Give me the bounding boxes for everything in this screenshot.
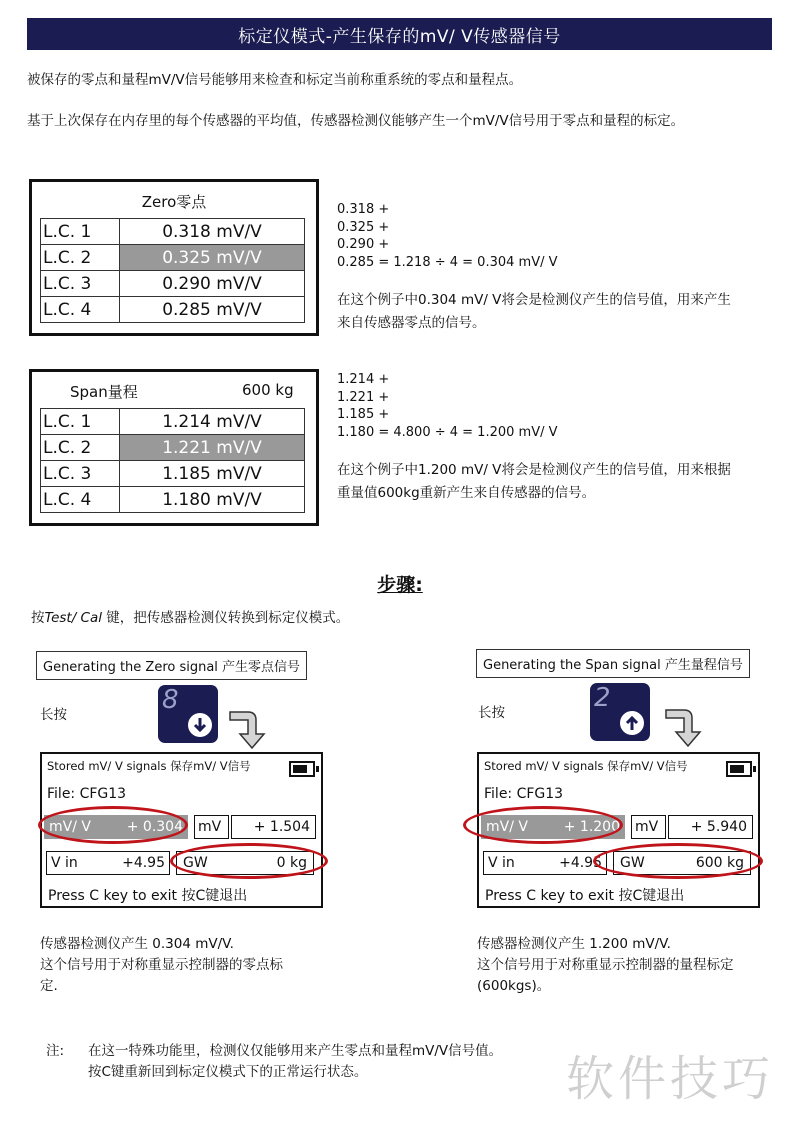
zero-signal-label: Generating the Zero signal 产生零点信号 — [36, 651, 307, 680]
zero-calc-line: 0.285 = 1.218 ÷ 4 = 0.304 mV/ V — [337, 254, 558, 270]
highlight-ellipse — [593, 843, 763, 879]
span-calc — [337, 371, 558, 441]
test-cal-key-label: Test/ Cal — [44, 610, 103, 626]
lc-label: L.C. 3 — [41, 271, 120, 297]
mvv-label: mV/ V — [49, 819, 91, 835]
table-row — [41, 409, 305, 435]
caption-line: 这个信号用于对称重显示控制器的零点标 — [40, 957, 283, 973]
lc-value: 0.318 mV/V — [120, 219, 305, 245]
lc-value: 1.185 mV/V — [120, 461, 305, 487]
arrow-up-icon — [620, 711, 644, 735]
span-caption — [477, 934, 734, 997]
gw-label: GW — [183, 855, 208, 871]
screen-title: Stored mV/ V signals 保存mV/ V信号 — [484, 759, 688, 773]
curved-arrow-icon — [228, 708, 270, 750]
table-row — [41, 461, 305, 487]
zero-calc-line: 0.325 + — [337, 219, 390, 235]
lc-value: 0.325 mV/V — [120, 245, 305, 271]
table-row — [41, 271, 305, 297]
mv-label: mV — [194, 815, 229, 839]
span-box-weight: 600 kg — [242, 381, 294, 399]
key-8-button[interactable] — [158, 685, 218, 743]
curved-arrow-icon — [664, 706, 706, 748]
zero-box — [29, 179, 319, 336]
mv-value: + 5.940 — [668, 815, 753, 839]
key-2-button[interactable] — [590, 683, 650, 741]
table-row — [41, 435, 305, 461]
watermark: 软件技巧 — [566, 1051, 775, 1107]
caption-line: 传感器检测仪产生 1.200 mV/V. — [477, 936, 671, 952]
caption-line: 传感器检测仪产生 0.304 mV/V. — [40, 936, 234, 952]
zero-box-title: Zero零点 — [141, 193, 207, 211]
highlight-ellipse — [463, 806, 623, 844]
zero-desc-2: 来自传感器零点的信号。 — [337, 315, 486, 331]
mvv-label: mV/ V — [486, 819, 528, 835]
lc-label: L.C. 2 — [41, 245, 120, 271]
caption-line: (600kgs)。 — [477, 978, 551, 994]
zero-table — [40, 218, 305, 323]
instruction-suffix: 键，把传感器检测仪转换到标定仪模式。 — [102, 610, 350, 626]
screen-file: File: CFG13 — [484, 786, 564, 802]
vin-readout — [46, 851, 170, 875]
long-press-label: 长按 — [40, 707, 67, 723]
battery-icon — [726, 761, 752, 777]
lc-label: L.C. 4 — [41, 297, 120, 323]
span-box — [29, 369, 319, 526]
key-number: 2 — [594, 683, 611, 713]
span-signal-label: Generating the Span signal 产生量程信号 — [476, 649, 750, 678]
instruction-prefix: 按 — [31, 610, 45, 626]
span-calc-line: 1.221 + — [337, 389, 390, 405]
table-row — [41, 219, 305, 245]
gw-value: 600 kg — [695, 855, 744, 871]
vin-label: V in — [51, 855, 78, 871]
lc-label: L.C. 1 — [41, 409, 120, 435]
table-row — [41, 487, 305, 513]
intro-line-2: 基于上次保存在内存里的每个传感器的平均值，传感器检测仪能够产生一个mV/V信号用于零点和量程的标定。 — [27, 113, 685, 129]
lc-label: L.C. 4 — [41, 487, 120, 513]
lc-value: 0.285 mV/V — [120, 297, 305, 323]
vin-readout — [483, 851, 607, 875]
note-line-2: 按C键重新回到标定仪模式下的正常运行状态。 — [88, 1064, 368, 1080]
gw-value: 0 kg — [276, 855, 307, 871]
page-title: 标定仪模式-产生保存的mV/ V传感器信号 — [238, 26, 561, 47]
intro-line-1: 被保存的零点和量程mV/V信号能够用来检查和标定当前称重系统的零点和量程点。 — [27, 72, 523, 88]
lc-label: L.C. 1 — [41, 219, 120, 245]
span-box-title: Span量程 — [70, 383, 138, 401]
span-calc-line: 1.214 + — [337, 372, 390, 387]
screen-file: File: CFG13 — [47, 786, 127, 802]
lc-value: 0.290 mV/V — [120, 271, 305, 297]
zero-calc-line: 0.318 + — [337, 202, 390, 217]
lc-label: L.C. 2 — [41, 435, 120, 461]
arrow-down-icon — [188, 713, 212, 737]
lc-value: 1.180 mV/V — [120, 487, 305, 513]
span-calc-line: 1.180 = 4.800 ÷ 4 = 1.200 mV/ V — [337, 424, 558, 440]
vin-value: +4.95 — [559, 855, 602, 871]
lc-label: L.C. 3 — [41, 461, 120, 487]
span-desc-1: 在这个例子中1.200 mV/ V将会是检测仪产生的信号值，用来根据 — [337, 462, 731, 478]
note-label: 注: — [46, 1043, 65, 1059]
mvv-value: + 0.304 — [126, 819, 183, 835]
screen-title: Stored mV/ V signals 保存mV/ V信号 — [47, 759, 251, 773]
highlight-ellipse — [38, 806, 188, 844]
page-header — [27, 18, 772, 50]
screen-footer: Press C key to exit 按C键退出 — [485, 888, 685, 904]
caption-line: 定. — [40, 978, 58, 994]
key-number: 8 — [162, 685, 179, 715]
battery-icon — [289, 761, 315, 777]
lc-value: 1.214 mV/V — [120, 409, 305, 435]
long-press-label: 长按 — [478, 705, 505, 721]
mv-value: + 1.504 — [231, 815, 316, 839]
caption-line: 这个信号用于对称重显示控制器的量程标定 — [477, 957, 734, 973]
steps-title: 步骤: — [377, 574, 423, 596]
highlight-ellipse — [170, 843, 328, 879]
span-desc-2: 重量值600kg重新产生来自传感器的信号。 — [337, 485, 596, 501]
span-calc-line: 1.185 + — [337, 407, 390, 422]
zero-calc — [337, 201, 558, 271]
mv-label: mV — [631, 815, 666, 839]
zero-caption — [40, 934, 283, 997]
gw-label: GW — [620, 855, 645, 871]
zero-calc-line: 0.290 + — [337, 237, 390, 252]
vin-value: +4.95 — [122, 855, 165, 871]
mvv-value: + 1.200 — [563, 819, 620, 835]
table-row — [41, 245, 305, 271]
steps-instruction — [31, 608, 349, 628]
lc-value: 1.221 mV/V — [120, 435, 305, 461]
table-row — [41, 297, 305, 323]
screen-footer: Press C key to exit 按C键退出 — [48, 888, 248, 904]
span-table — [40, 408, 305, 513]
zero-desc-1: 在这个例子中0.304 mV/ V将会是检测仪产生的信号值，用来产生 — [337, 292, 731, 308]
note-line-1: 在这一特殊功能里，检测仪仅能够用来产生零点和量程mV/V信号值。 — [88, 1043, 503, 1059]
vin-label: V in — [488, 855, 515, 871]
